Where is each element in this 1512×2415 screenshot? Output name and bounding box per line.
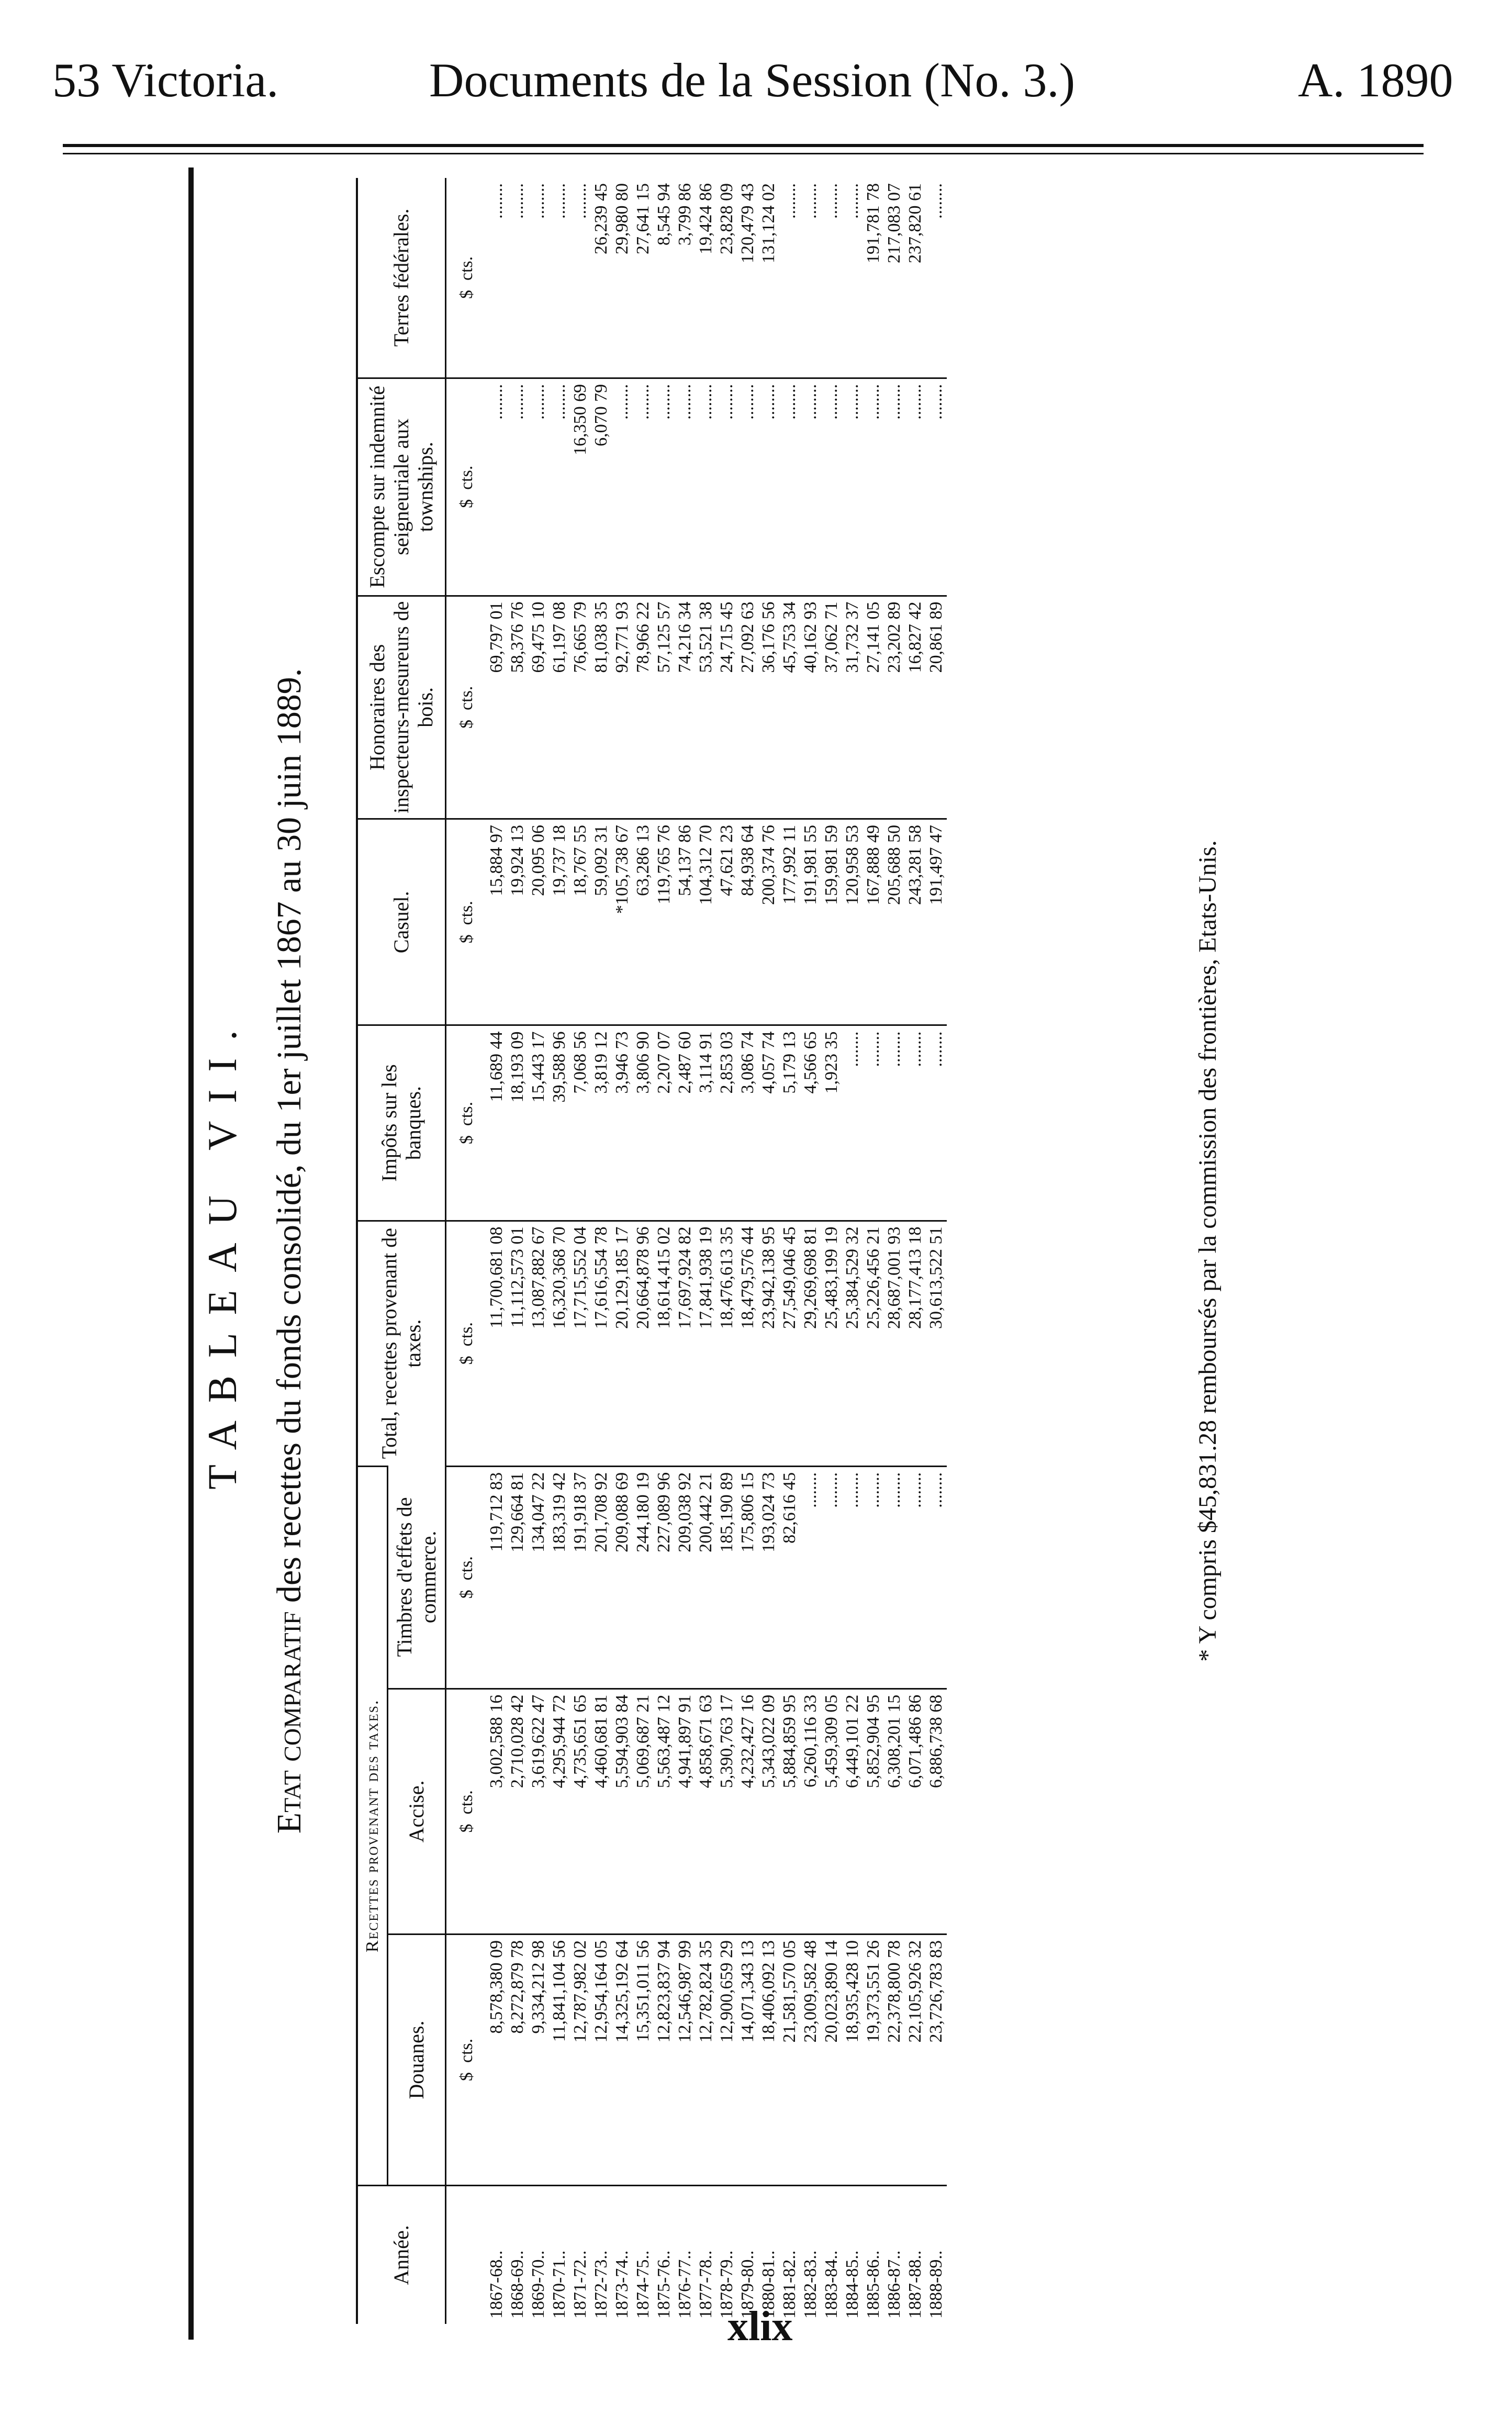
cell-year: 1873-74.. xyxy=(612,2185,633,2324)
cell-impots: 3,114 91 xyxy=(696,1025,716,1221)
unit-cents: cts. xyxy=(456,2038,476,2063)
cell-escompte: ........ xyxy=(549,378,570,596)
cell-impots: 2,487 60 xyxy=(675,1025,696,1221)
unit-dollar: $ xyxy=(456,934,476,944)
cell-escompte: ........ xyxy=(779,378,800,596)
cell-impots: 3,086 74 xyxy=(737,1025,758,1221)
cell-impots: 15,443 17 xyxy=(528,1025,549,1221)
cell-escompte: ........ xyxy=(675,378,696,596)
cell-honoraires: 81,038 35 xyxy=(591,596,612,819)
cell-escompte: 16,350 69 xyxy=(570,378,591,596)
cell-casuel: 119,765 76 xyxy=(654,819,675,1025)
cell-terres: ........ xyxy=(487,183,507,219)
cell-casuel: 47,621 23 xyxy=(716,819,737,1025)
cell-year: 1877-78.. xyxy=(696,2185,716,2324)
cell-total: 25,483,199 19 xyxy=(821,1221,842,1466)
cell-honoraires: 78,966 22 xyxy=(633,596,654,819)
unit-cents: cts. xyxy=(456,465,476,490)
unit-dollar: $ xyxy=(456,1590,476,1599)
table-row xyxy=(549,178,570,2324)
cell-total: 29,269,698 81 xyxy=(800,1221,821,1466)
cell-terres: 131,124 02 xyxy=(759,183,779,263)
cell-timbres: 191,918 37 xyxy=(570,1466,591,1689)
table-title: TABLEAU VII. xyxy=(199,1012,245,1490)
cell-year: 1875-76.. xyxy=(654,2185,675,2324)
cell-douanes: 8,272,879 78 xyxy=(507,1934,528,2185)
table-row xyxy=(507,178,528,2324)
cell-douanes: 12,787,982 02 xyxy=(570,1934,591,2185)
cell-douanes: 12,782,824 35 xyxy=(696,1934,716,2185)
col-total: Total, recettes provenant de taxes. xyxy=(357,1221,446,1466)
cell-escompte: ........ xyxy=(612,378,633,596)
cell-timbres: ........ xyxy=(926,1466,947,1689)
cell-escompte: ........ xyxy=(842,378,863,596)
cell-year: 1868-69.. xyxy=(507,2185,528,2324)
table-row xyxy=(675,178,696,2324)
cell-impots: 11,689 44 xyxy=(486,1025,507,1221)
cell-impots: 3,806 90 xyxy=(633,1025,654,1221)
cell-escompte: ........ xyxy=(800,378,821,596)
cell-douanes: 15,351,011 56 xyxy=(633,1934,654,2185)
cell-timbres: 129,664 81 xyxy=(507,1466,528,1689)
unit-cents: cts. xyxy=(456,686,476,710)
col-casuel: Casuel. xyxy=(357,819,446,1025)
cell-douanes: 12,823,837 94 xyxy=(654,1934,675,2185)
units-row xyxy=(446,178,487,2324)
cell-escompte: ........ xyxy=(486,378,507,596)
unit-cents: cts. xyxy=(456,901,476,925)
cell-escompte: ........ xyxy=(863,378,884,596)
cell-year: 1886-87.. xyxy=(884,2185,905,2324)
cell-accise: 4,941,897 91 xyxy=(675,1689,696,1934)
cell-casuel: 191,497 47 xyxy=(926,819,947,1025)
unit-dollar: $ xyxy=(456,719,476,729)
cell-impots: 3,946 73 xyxy=(612,1025,633,1221)
cell-escompte: ........ xyxy=(737,378,758,596)
cell-douanes: 22,378,800 78 xyxy=(884,1934,905,2185)
cell-accise: 5,563,487 12 xyxy=(654,1689,675,1934)
cell-casuel: 63,286 13 xyxy=(633,819,654,1025)
cell-honoraires: 69,475 10 xyxy=(528,596,549,819)
unit-timbres xyxy=(446,1466,487,1689)
page-header xyxy=(0,52,1512,115)
header-rule-thick xyxy=(63,144,1424,147)
table-row xyxy=(779,178,800,2324)
unit-cents: cts. xyxy=(456,256,476,281)
cell-honoraires: 57,125 57 xyxy=(654,596,675,819)
cell-total: 18,614,415 02 xyxy=(654,1221,675,1466)
table-row xyxy=(612,178,633,2324)
unit-dollar: $ xyxy=(456,2072,476,2082)
cell-douanes: 23,009,582 48 xyxy=(800,1934,821,2185)
cell-casuel: 84,938 64 xyxy=(737,819,758,1025)
unit-cents: cts. xyxy=(456,1101,476,1126)
cell-timbres: 193,024 73 xyxy=(758,1466,779,1689)
cell-terres: ........ xyxy=(822,183,842,219)
cell-year: 1869-70.. xyxy=(528,2185,549,2324)
cell-casuel: 191,981 55 xyxy=(800,819,821,1025)
cell-total: 28,177,413 18 xyxy=(905,1221,926,1466)
cell-accise: 6,260,116 33 xyxy=(800,1689,821,1934)
cell-terres: 8,545 94 xyxy=(654,183,674,245)
unit-casuel xyxy=(446,819,487,1025)
cell-total: 17,715,552 04 xyxy=(570,1221,591,1466)
unit-dollar: $ xyxy=(456,1356,476,1365)
cell-douanes: 8,578,380 09 xyxy=(486,1934,507,2185)
cell-accise: 6,886,738 68 xyxy=(926,1689,947,1934)
cell-timbres: 183,319 42 xyxy=(549,1466,570,1689)
table-row xyxy=(884,178,905,2324)
cell-terres: 120,479 43 xyxy=(738,183,758,263)
cell-accise: 5,069,687 21 xyxy=(633,1689,654,1934)
cell-impots: 39,588 96 xyxy=(549,1025,570,1221)
unit-dollar: $ xyxy=(456,1135,476,1145)
cell-total: 13,087,882 67 xyxy=(528,1221,549,1466)
cell-accise: 4,735,651 65 xyxy=(570,1689,591,1934)
cell-casuel: 18,767 55 xyxy=(570,819,591,1025)
cell-year: 1871-72.. xyxy=(570,2185,591,2324)
header-session-year: 53 Victoria. xyxy=(52,53,279,107)
cell-honoraires: 69,797 01 xyxy=(486,596,507,819)
col-escompte: Escompte sur indemnité seigneuriale aux townships. xyxy=(357,378,446,596)
cell-honoraires: 61,197 08 xyxy=(549,596,570,819)
cell-honoraires: 58,376 76 xyxy=(507,596,528,819)
cell-terres: ........ xyxy=(570,183,590,219)
cell-total: 17,841,938 19 xyxy=(696,1221,716,1466)
cell-year: 1887-88.. xyxy=(905,2185,926,2324)
cell-honoraires: 16,827 42 xyxy=(905,596,926,819)
cell-total: 20,664,878 96 xyxy=(633,1221,654,1466)
cell-terres: 29,980 80 xyxy=(612,183,632,254)
cell-impots: 7,068 56 xyxy=(570,1025,591,1221)
cell-terres: 3,799 86 xyxy=(675,183,695,245)
cell-year: 1882-83.. xyxy=(800,2185,821,2324)
cell-honoraires: 20,861 89 xyxy=(926,596,947,819)
cell-casuel: 19,924 13 xyxy=(507,819,528,1025)
cell-terres: ........ xyxy=(550,183,569,219)
cell-douanes: 11,841,104 56 xyxy=(549,1934,570,2185)
cell-timbres: 200,442 21 xyxy=(696,1466,716,1689)
cell-honoraires: 76,665 79 xyxy=(570,596,591,819)
cell-honoraires: 37,062 71 xyxy=(821,596,842,819)
cell-total: 30,613,522 51 xyxy=(926,1221,947,1466)
cell-total: 23,942,138 95 xyxy=(758,1221,779,1466)
cell-douanes: 12,900,659 29 xyxy=(716,1934,737,2185)
cell-impots: 2,853 03 xyxy=(716,1025,737,1221)
cell-casuel: 120,958 53 xyxy=(842,819,863,1025)
cell-impots: 4,057 74 xyxy=(758,1025,779,1221)
cell-timbres: 82,616 45 xyxy=(779,1466,800,1689)
cell-timbres: ........ xyxy=(884,1466,905,1689)
cell-escompte: ........ xyxy=(696,378,716,596)
cell-escompte: ........ xyxy=(528,378,549,596)
table-row xyxy=(800,178,821,2324)
table-row xyxy=(633,178,654,2324)
table-row xyxy=(654,178,675,2324)
cell-douanes: 12,546,987 99 xyxy=(675,1934,696,2185)
table-row xyxy=(758,178,779,2324)
cell-total: 18,476,613 35 xyxy=(716,1221,737,1466)
cell-honoraires: 40,162 93 xyxy=(800,596,821,819)
cell-year: 1874-75.. xyxy=(633,2185,654,2324)
cell-douanes: 21,581,570 05 xyxy=(779,1934,800,2185)
unit-total xyxy=(446,1221,487,1466)
cell-total: 11,112,573 01 xyxy=(507,1221,528,1466)
cell-douanes: 18,935,428 10 xyxy=(842,1934,863,2185)
cell-honoraires: 74,216 34 xyxy=(675,596,696,819)
cell-year: 1881-82.. xyxy=(779,2185,800,2324)
cell-accise: 4,858,671 63 xyxy=(696,1689,716,1934)
cell-terres: 191,781 78 xyxy=(864,183,883,263)
cell-total: 17,697,924 82 xyxy=(675,1221,696,1466)
cell-douanes: 22,105,926 32 xyxy=(905,1934,926,2185)
cell-escompte: ........ xyxy=(926,378,947,596)
cell-year: 1879-80.. xyxy=(737,2185,758,2324)
cell-year: 1888-89.. xyxy=(926,2185,947,2324)
cell-terres: ........ xyxy=(801,183,821,219)
cell-total: 28,687,001 93 xyxy=(884,1221,905,1466)
cell-escompte: ........ xyxy=(654,378,675,596)
cell-terres: 26,239 45 xyxy=(591,183,611,254)
table-row xyxy=(716,178,737,2324)
cell-terres: ........ xyxy=(508,183,528,219)
cell-casuel: 104,312 70 xyxy=(696,819,716,1025)
cell-douanes: 20,023,890 14 xyxy=(821,1934,842,2185)
cell-impots: 3,819 12 xyxy=(591,1025,612,1221)
col-honoraires: Honoraires des inspecteurs-mesureurs de bois. xyxy=(357,596,446,819)
table-row xyxy=(486,178,507,2324)
header-rule-thin xyxy=(63,153,1424,154)
cell-year: 1884-85.. xyxy=(842,2185,863,2324)
cell-year: 1883-84.. xyxy=(821,2185,842,2324)
table-subtitle xyxy=(270,178,309,2324)
cell-accise: 6,449,101 22 xyxy=(842,1689,863,1934)
cell-impots: 1,923 35 xyxy=(821,1025,842,1221)
header-volume: A. 1890 xyxy=(1298,53,1453,107)
cell-accise: 4,295,944 72 xyxy=(549,1689,570,1934)
footnote: * Y compris $45,831.28 remboursés par la commission des frontières, Etats-Unis. xyxy=(1194,840,1222,1662)
cell-terres: 27,641 15 xyxy=(633,183,653,254)
cell-terres: ........ xyxy=(529,183,548,219)
cell-timbres: 134,047 22 xyxy=(528,1466,549,1689)
unit-accise xyxy=(446,1689,487,1934)
cell-total: 17,616,554 78 xyxy=(591,1221,612,1466)
cell-honoraires: 36,176 56 xyxy=(758,596,779,819)
cell-casuel: 167,888 49 xyxy=(863,819,884,1025)
table-row xyxy=(737,178,758,2324)
col-douanes: Douanes. xyxy=(388,1934,446,2185)
cell-escompte: ........ xyxy=(758,378,779,596)
col-group-taxes: Recettes provenant des taxes. xyxy=(357,1466,388,2185)
cell-timbres: 244,180 19 xyxy=(633,1466,654,1689)
page-number: xlix xyxy=(727,2304,793,2350)
cell-terres: 23,828 09 xyxy=(717,183,737,254)
cell-escompte: ........ xyxy=(905,378,926,596)
cell-accise: 3,002,588 16 xyxy=(486,1689,507,1934)
cell-honoraires: 45,753 34 xyxy=(779,596,800,819)
cell-casuel: 200,374 76 xyxy=(758,819,779,1025)
cell-impots: 5,179 13 xyxy=(779,1025,800,1221)
col-terres: Terres fédérales. xyxy=(357,178,446,378)
unit-honoraires xyxy=(446,596,487,819)
cell-honoraires: 23,202 89 xyxy=(884,596,905,819)
cell-honoraires: 27,092 63 xyxy=(737,596,758,819)
cell-accise: 4,232,427 16 xyxy=(737,1689,758,1934)
cell-accise: 3,619,622 47 xyxy=(528,1689,549,1934)
table-row xyxy=(926,178,947,2324)
unit-dollar: $ xyxy=(456,499,476,508)
cell-escompte: ........ xyxy=(633,378,654,596)
cell-douanes: 14,325,192 64 xyxy=(612,1934,633,2185)
cell-total: 25,384,529 32 xyxy=(842,1221,863,1466)
unit-impots xyxy=(446,1025,487,1221)
cell-honoraires: 27,141 05 xyxy=(863,596,884,819)
unit-dollar: $ xyxy=(456,290,476,299)
cell-timbres: ........ xyxy=(863,1466,884,1689)
cell-timbres: ........ xyxy=(821,1466,842,1689)
header-document-title: Documents de la Session (No. 3.) xyxy=(429,53,1076,107)
cell-douanes: 23,726,783 83 xyxy=(926,1934,947,2185)
cell-terres: ........ xyxy=(843,183,863,219)
table-row xyxy=(591,178,612,2324)
cell-timbres: 227,089 96 xyxy=(654,1466,675,1689)
unit-douanes xyxy=(446,1934,487,2185)
cell-accise: 4,460,681 81 xyxy=(591,1689,612,1934)
col-impots: Impôts sur les banques. xyxy=(357,1025,446,1221)
cell-total: 20,129,185 17 xyxy=(612,1221,633,1466)
cell-casuel: 15,884 97 xyxy=(486,819,507,1025)
table-row xyxy=(842,178,863,2324)
unit-cents: cts. xyxy=(456,1790,476,1815)
table-row xyxy=(696,178,716,2324)
cell-douanes: 14,071,343 13 xyxy=(737,1934,758,2185)
cell-escompte: ........ xyxy=(507,378,528,596)
cell-casuel: *105,738 67 xyxy=(612,819,633,1025)
cell-impots: ........ xyxy=(842,1025,863,1221)
cell-timbres: 119,712 83 xyxy=(486,1466,507,1689)
cell-terres: 217,083 07 xyxy=(884,183,904,263)
cell-terres: ........ xyxy=(926,183,946,219)
cell-timbres: ........ xyxy=(905,1466,926,1689)
cell-accise: 5,852,904 95 xyxy=(863,1689,884,1934)
cell-year: 1867-68.. xyxy=(486,2185,507,2324)
cell-honoraires: 31,732 37 xyxy=(842,596,863,819)
cell-total: 27,549,046 45 xyxy=(779,1221,800,1466)
table-row xyxy=(863,178,884,2324)
cell-year: 1878-79.. xyxy=(716,2185,737,2324)
cell-casuel: 54,137 86 xyxy=(675,819,696,1025)
subtitle-prefix: Etat comparatif xyxy=(270,1611,308,1834)
table-row xyxy=(821,178,842,2324)
cell-accise: 5,390,763 17 xyxy=(716,1689,737,1934)
cell-casuel: 59,092 31 xyxy=(591,819,612,1025)
unit-year xyxy=(446,2185,487,2324)
cell-timbres: ........ xyxy=(842,1466,863,1689)
cell-escompte: ........ xyxy=(716,378,737,596)
cell-casuel: 243,281 58 xyxy=(905,819,926,1025)
cell-escompte: ........ xyxy=(884,378,905,596)
cell-impots: ........ xyxy=(926,1025,947,1221)
cell-total: 16,320,368 70 xyxy=(549,1221,570,1466)
cell-year: 1872-73.. xyxy=(591,2185,612,2324)
cell-honoraires: 24,715 45 xyxy=(716,596,737,819)
cell-douanes: 19,373,551 26 xyxy=(863,1934,884,2185)
cell-terres: 19,424 86 xyxy=(696,183,716,254)
cell-timbres: 175,806 15 xyxy=(737,1466,758,1689)
receipts-table xyxy=(356,178,947,2324)
cell-terres: ........ xyxy=(780,183,800,219)
cell-douanes: 9,334,212 98 xyxy=(528,1934,549,2185)
cell-year: 1880-81.. xyxy=(758,2185,779,2324)
cell-impots: 2,207 07 xyxy=(654,1025,675,1221)
unit-cents: cts. xyxy=(456,1322,476,1347)
cell-timbres: 209,088 69 xyxy=(612,1466,633,1689)
cell-accise: 6,308,201 15 xyxy=(884,1689,905,1934)
cell-accise: 6,071,486 86 xyxy=(905,1689,926,1934)
rotated-table-page xyxy=(199,178,1256,2324)
cell-casuel: 19,737 18 xyxy=(549,819,570,1025)
cell-accise: 5,884,859 95 xyxy=(779,1689,800,1934)
cell-casuel: 20,095 06 xyxy=(528,819,549,1025)
cell-accise: 2,710,028 42 xyxy=(507,1689,528,1934)
cell-douanes: 12,954,164 05 xyxy=(591,1934,612,2185)
table-left-border xyxy=(188,167,194,2340)
unit-dollar: $ xyxy=(456,1824,476,1833)
cell-casuel: 205,688 50 xyxy=(884,819,905,1025)
cell-impots: 18,193 09 xyxy=(507,1025,528,1221)
unit-terres xyxy=(446,178,487,378)
cell-total: 11,700,681 08 xyxy=(486,1221,507,1466)
cell-impots: ........ xyxy=(884,1025,905,1221)
cell-year: 1876-77.. xyxy=(675,2185,696,2324)
subtitle-rest: des recettes du fonds consolidé, du 1er juillet 1867 au 30 juin 1889. xyxy=(270,668,308,1603)
cell-impots: ........ xyxy=(905,1025,926,1221)
col-year: Année. xyxy=(357,2185,446,2324)
table-row xyxy=(905,178,926,2324)
cell-honoraires: 53,521 38 xyxy=(696,596,716,819)
cell-casuel: 177,992 11 xyxy=(779,819,800,1025)
col-accise: Accise. xyxy=(388,1689,446,1934)
table-row xyxy=(570,178,591,2324)
cell-timbres: ........ xyxy=(800,1466,821,1689)
unit-escompte xyxy=(446,378,487,596)
table-body xyxy=(486,178,947,2324)
cell-timbres: 209,038 92 xyxy=(675,1466,696,1689)
cell-casuel: 159,981 59 xyxy=(821,819,842,1025)
cell-escompte: 6,070 79 xyxy=(591,378,612,596)
cell-accise: 5,594,903 84 xyxy=(612,1689,633,1934)
table-row xyxy=(528,178,549,2324)
cell-impots: ........ xyxy=(863,1025,884,1221)
col-timbres: Timbres d'effets de commerce. xyxy=(388,1466,446,1689)
cell-honoraires: 92,771 93 xyxy=(612,596,633,819)
unit-cents: cts. xyxy=(456,1556,476,1581)
cell-accise: 5,343,022 09 xyxy=(758,1689,779,1934)
cell-year: 1885-86.. xyxy=(863,2185,884,2324)
cell-total: 18,479,576 44 xyxy=(737,1221,758,1466)
cell-impots: 4,566 65 xyxy=(800,1025,821,1221)
cell-timbres: 201,708 92 xyxy=(591,1466,612,1689)
cell-year: 1870-71.. xyxy=(549,2185,570,2324)
cell-accise: 5,459,309 05 xyxy=(821,1689,842,1934)
cell-douanes: 18,406,092 13 xyxy=(758,1934,779,2185)
cell-total: 25,226,456 21 xyxy=(863,1221,884,1466)
cell-timbres: 185,190 89 xyxy=(716,1466,737,1689)
cell-terres: 237,820 61 xyxy=(905,183,925,263)
cell-escompte: ........ xyxy=(821,378,842,596)
